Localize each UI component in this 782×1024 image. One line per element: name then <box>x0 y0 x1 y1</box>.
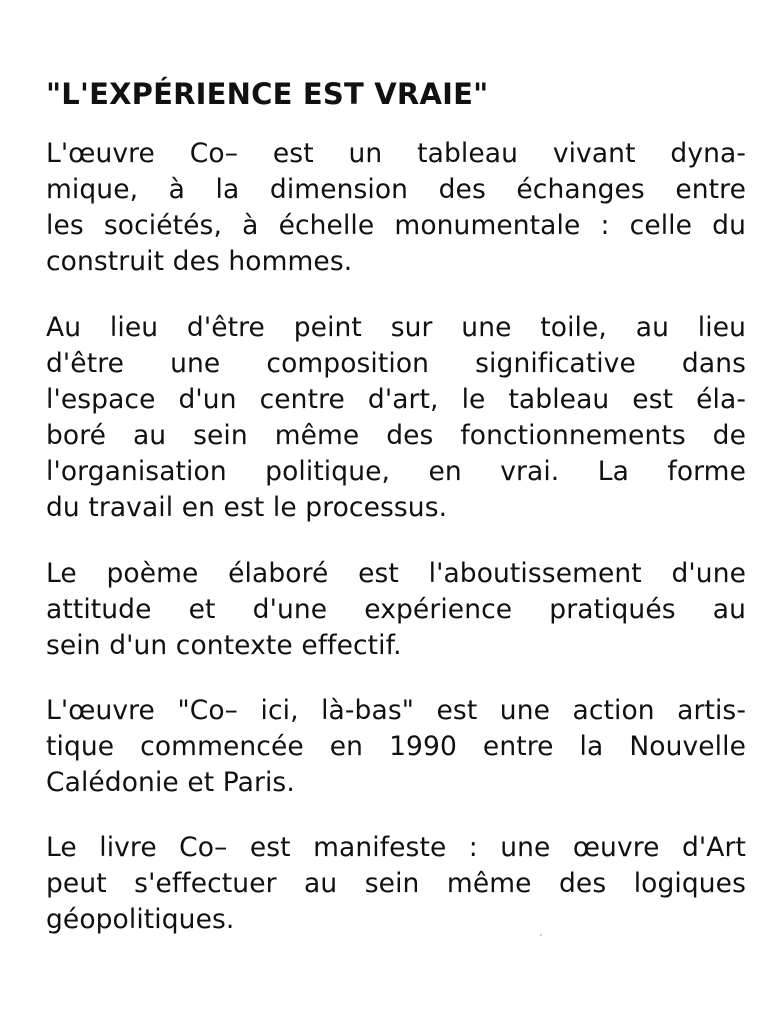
paragraph-line: construit des hommes. <box>46 246 353 277</box>
paragraph-line: Le poème élaboré est l'aboutissement d'une <box>46 558 746 589</box>
paragraph-line: Au lieu d'être peint sur une toile, au lieu <box>46 312 746 343</box>
paragraph-line: l'espace d'un centre d'art, le tableau est éla- <box>46 384 746 415</box>
paragraph-line: Calédonie et Paris. <box>46 767 295 798</box>
paragraph-2 <box>46 310 746 526</box>
paragraph-line: mique, à la dimension des échanges entre <box>46 174 746 205</box>
paragraph-4 <box>46 693 746 801</box>
paragraph-line: peut s'effectuer au sein même des logiques <box>46 868 746 899</box>
paragraph-line: d'être une composition significative dans <box>46 348 746 379</box>
paragraph-line: L'œuvre "Co– ici, là-bas" est une action artis- <box>46 695 746 726</box>
paragraph-line: tique commencée en 1990 entre la Nouvelle <box>46 731 746 762</box>
paragraph-3 <box>46 556 746 664</box>
paragraph-line: L'œuvre Co– est un tableau vivant dyna- <box>46 138 746 169</box>
paragraph-5 <box>46 830 746 938</box>
paragraph-line: du travail en est le processus. <box>46 492 448 523</box>
paragraph-line: attitude et d'une expérience pratiqués au <box>46 594 746 625</box>
paragraph-line: les sociétés, à échelle monumentale : celle du <box>46 210 746 241</box>
paragraph-1 <box>46 136 746 280</box>
page-title: "L'EXPÉRIENCE EST VRAIE" <box>46 77 489 111</box>
paragraph-line: l'organisation politique, en vrai. La forme <box>46 456 746 487</box>
paragraph-line: sein d'un contexte effectif. <box>46 630 402 661</box>
paragraph-line: Le livre Co– est manifeste : une œuvre d'Art <box>46 832 746 863</box>
paragraph-line: géopolitiques. <box>46 904 235 935</box>
scan-speck <box>540 934 542 936</box>
paragraph-line: boré au sein même des fonctionnements de <box>46 420 746 451</box>
